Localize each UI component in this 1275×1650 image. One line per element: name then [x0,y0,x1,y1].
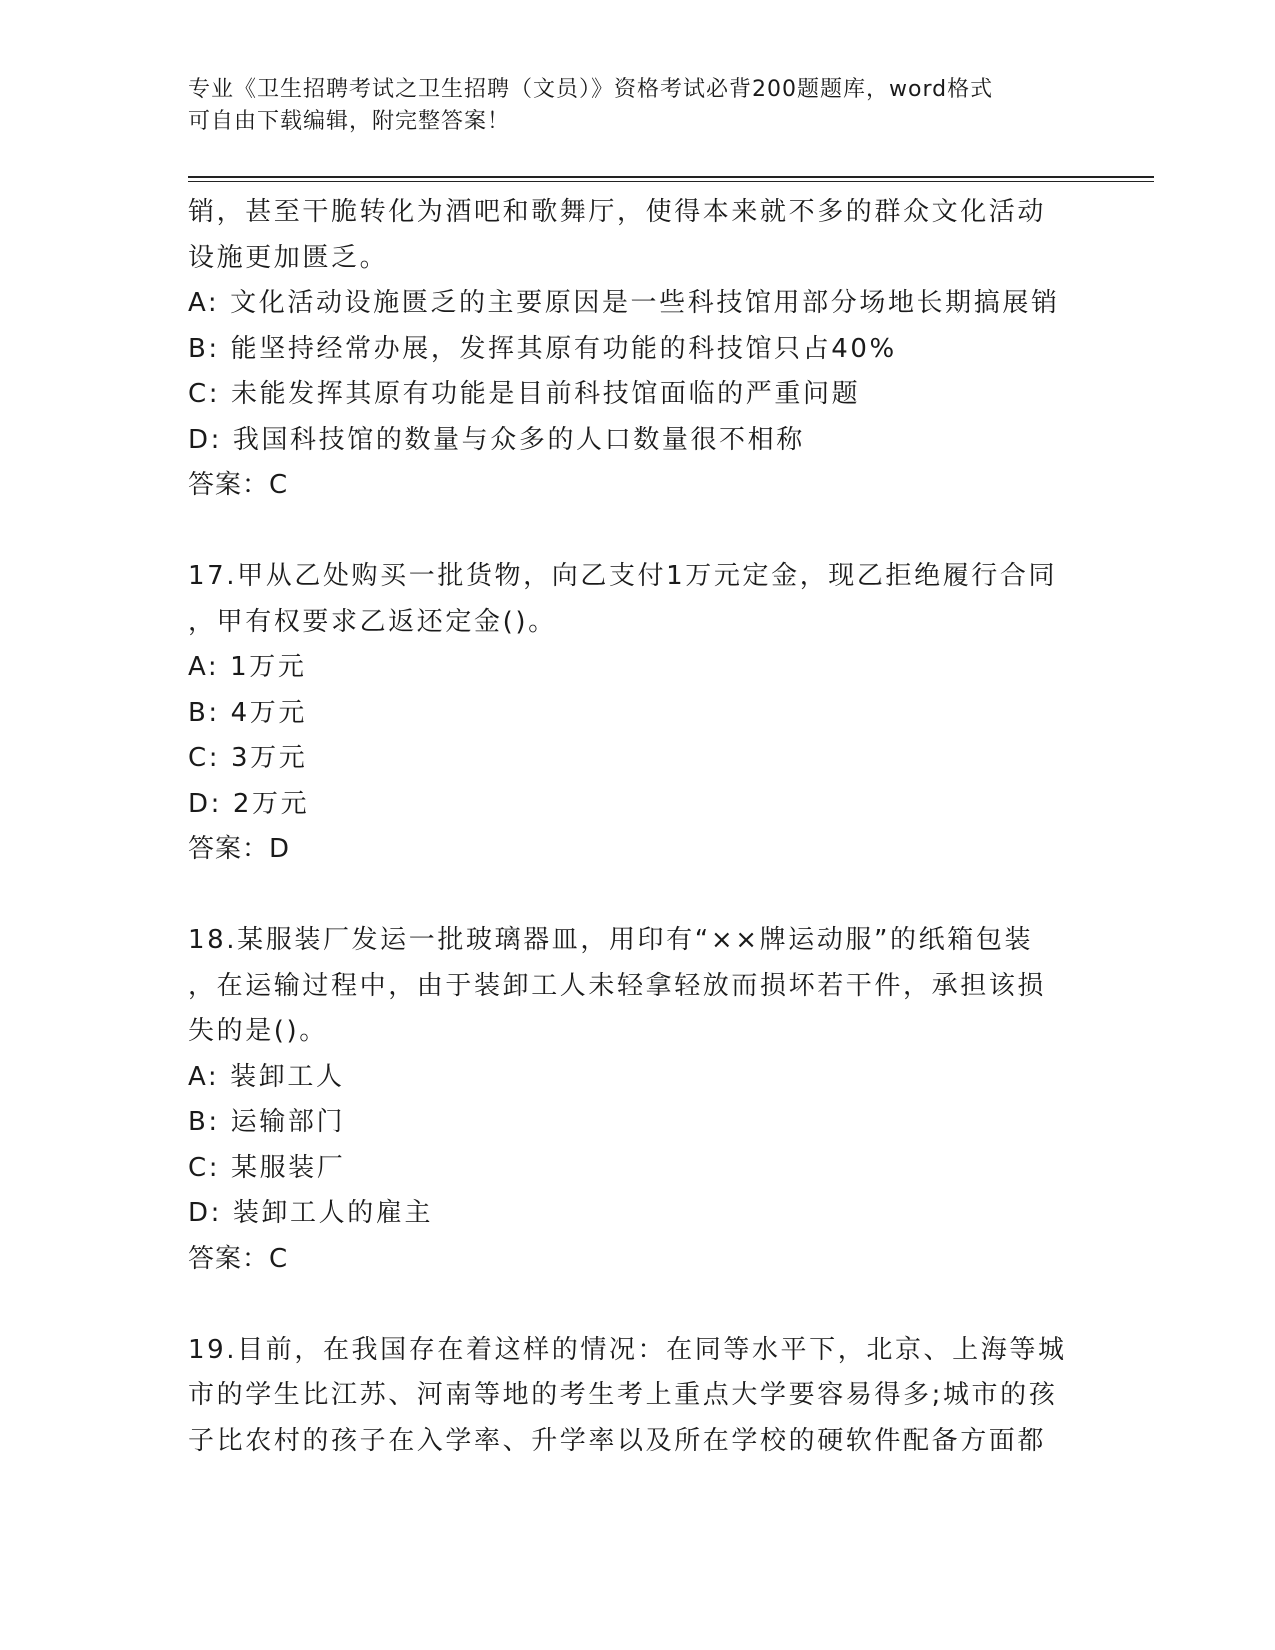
header-divider-thin [188,181,1154,182]
question-19 [188,1328,1088,1465]
answer-line: 答案：C [188,470,289,500]
option-d: D: 2万元 [188,788,310,819]
question-gap [188,509,1088,555]
option-b: B: 4万元 [188,697,308,728]
question-stem: ，在运输过程中，由于装卸工人未轻拿轻放而损坏若干件，承担该损 [188,970,1047,1001]
question-stem: 失的是()。 [188,1016,328,1046]
header-divider-thick [188,176,1154,178]
question-content [188,190,1088,1464]
answer-line: 答案：D [188,834,291,864]
question-gap [188,873,1088,919]
header-line-2: 可自由下载编辑，附完整答案！ [188,109,511,134]
question-stem: ，甲有权要求乙返还定金()。 [188,606,557,637]
question-stem: 市的学生比江苏、河南等地的考生考上重点大学要容易得多;城市的孩 [188,1380,1058,1410]
option-b: B: 能坚持经常办展，发挥其原有功能的科技馆只占40% [188,333,897,364]
page-header [188,74,1088,138]
header-line-1: 专业《卫生招聘考试之卫生招聘（文员）》资格考试必背200题题库，word格式 [188,77,994,102]
question-stem: 19.目前，在我国存在着这样的情况：在同等水平下，北京、上海等城 [188,1334,1067,1365]
option-c: C: 未能发挥其原有功能是目前科技馆面临的严重问题 [188,379,861,409]
option-a: A: 1万元 [188,652,307,682]
option-a: A: 装卸工人 [188,1061,345,1092]
question-stem: 17.甲从乙处购买一批货物，向乙支付1万元定金，现乙拒绝履行合同 [188,561,1058,591]
option-c: C: 3万元 [188,743,308,773]
option-a: A: 文化活动设施匮乏的主要原因是一些科技馆用部分场地长期搞展销 [188,288,1060,318]
option-b: B: 运输部门 [188,1107,346,1137]
question-gap [188,1282,1088,1328]
answer-line: 答案：C [188,1243,289,1274]
question-stem-continuation: 设施更加匮乏。 [188,242,389,273]
option-d: D: 装卸工人的雇主 [188,1198,434,1228]
option-c: C: 某服装厂 [188,1152,346,1183]
question-stem-continuation: 销，甚至干脆转化为酒吧和歌舞厅，使得本来就不多的群众文化活动 [188,197,1047,227]
question-17 [188,554,1088,873]
question-16 [188,190,1088,509]
question-stem: 18.某服装厂发运一批玻璃器皿，用印有“××牌运动服”的纸箱包装 [188,925,1034,955]
option-d: D: 我国科技馆的数量与众多的人口数量很不相称 [188,424,805,455]
question-18 [188,918,1088,1282]
question-stem: 子比农村的孩子在入学率、升学率以及所在学校的硬软件配备方面都 [188,1425,1047,1456]
